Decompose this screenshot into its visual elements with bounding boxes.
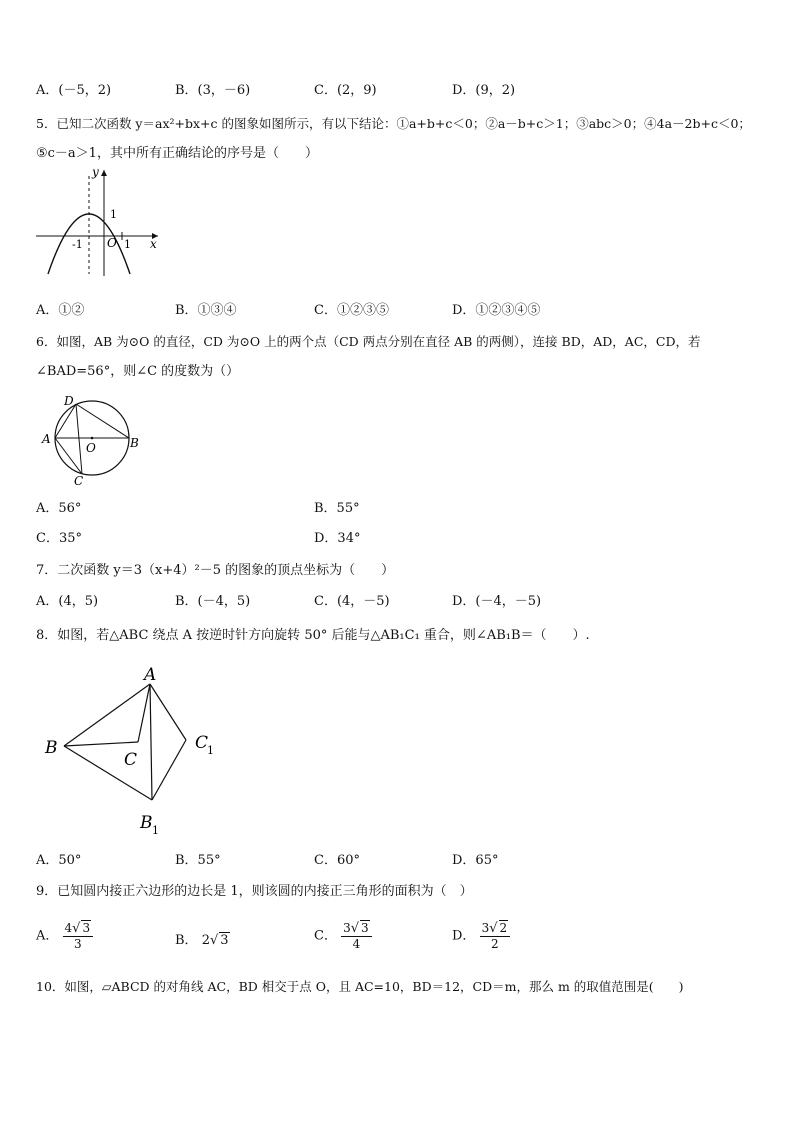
q8-option-d: D．65° — [452, 853, 499, 868]
q5-x-label: x — [150, 237, 157, 251]
q6-segment-dc — [76, 404, 82, 474]
q5-y-label: y — [92, 166, 99, 179]
q6-label-o: O — [86, 441, 96, 455]
q8-rotation-figure — [40, 662, 230, 842]
q8-segment-ab — [64, 684, 150, 746]
q8-option-c: C．60° — [314, 853, 360, 868]
q6-stem-line2: ∠BAD=56°，则∠C 的度数为（） — [36, 364, 240, 379]
q6-option-d: D．34° — [314, 531, 361, 546]
q8-label-b: B — [45, 738, 58, 758]
q6-stem-line1: 6．如图，AB 为⊙O 的直径，CD 为⊙O 上的两个点（CD 两点分别在直径 AB 的两侧），连接 BD，AD，AC，CD，若 — [36, 334, 701, 349]
q5-neg1-label: -1 — [72, 238, 83, 251]
q9-d-denominator: 2 — [491, 937, 499, 951]
q8-label-c1-sub: 1 — [207, 744, 214, 757]
q8-segment-c1b1 — [152, 740, 186, 800]
q4-option-d: D．(9，2) — [452, 83, 516, 98]
q9-c-radicand: 3 — [361, 921, 369, 935]
q5-option-d: D．①②③④⑤ — [452, 303, 541, 318]
q8-option-b: B．55° — [175, 853, 221, 868]
q6-segment-ad — [55, 404, 76, 438]
q5-option-a: A．①② — [36, 303, 85, 318]
q9-stem: 9．已知圆内接正六边形的边长是 1，则该圆的内接正三角形的面积为（ ） — [36, 884, 473, 899]
q7-option-a: A．(4，5) — [36, 594, 99, 609]
q9-a-denominator: 3 — [74, 937, 82, 951]
q5-parabola-graph — [34, 166, 164, 278]
q5-stem-line2: ⑤c－a＞1，其中所有正确结论的序号是（ ） — [36, 146, 318, 161]
q9-c-coef: 3 — [343, 921, 351, 935]
q9-b-radicand: 3 — [220, 933, 229, 948]
q9-option-a — [36, 920, 93, 952]
q8-segment-bc — [64, 742, 138, 746]
q9-d-radicand: 2 — [499, 921, 508, 935]
q8-option-a: A．50° — [36, 853, 82, 868]
q6-center-dot — [91, 437, 94, 440]
q6-segment-db — [76, 404, 129, 438]
q8-segment-bb1 — [64, 746, 152, 800]
q5-y-axis-arrow — [101, 170, 107, 176]
q6-label-c: C — [74, 474, 84, 486]
q5-x1-label: 1 — [124, 238, 131, 251]
q4-option-a: A．(－5，2) — [36, 83, 112, 98]
q5-option-c: C．①②③⑤ — [314, 303, 389, 318]
q9-option-a-fraction: $\frac{4√ 3}{3}$ — [63, 920, 94, 952]
q5-option-b: B．①③④ — [175, 303, 237, 318]
q6-option-c: C．35° — [36, 531, 82, 546]
q5-origin-label: O — [107, 236, 117, 250]
q9-option-d — [452, 920, 510, 952]
q9-b-coef: 2 — [201, 933, 210, 948]
q8-label-b1-sub: 1 — [152, 824, 159, 837]
q6-label-b: B — [130, 436, 139, 450]
q9-option-b: B． 2√ 3 — [175, 933, 229, 948]
q7-option-d: D．(－4，－5) — [452, 594, 542, 609]
q5-y1-label: 1 — [110, 208, 117, 221]
q6-circle-figure — [36, 390, 146, 486]
q8-stem: 8．如图，若△ABC 绕点 A 按逆时针方向旋转 50° 后能与△AB₁C₁ 重合，则∠AB₁B＝（ ）. — [36, 628, 590, 643]
q8-label-c: C — [124, 750, 138, 770]
q8-label-c1: C — [195, 733, 209, 753]
q6-label-d: D — [64, 394, 74, 408]
q6-option-a: A．56° — [36, 501, 82, 516]
q8-label-a: A — [144, 665, 157, 685]
q7-option-c: C．(4，－5) — [314, 594, 390, 609]
q4-option-b: B．(3，－6) — [175, 83, 251, 98]
q9-option-c-fraction: $\frac{3√ 3}{4}$ — [341, 920, 372, 952]
q9-a-coef: 4 — [64, 921, 73, 935]
q9-option-c — [314, 920, 372, 952]
q4-option-c: C．(2，9) — [314, 83, 377, 98]
q9-option-d-label: D． — [452, 928, 476, 944]
q8-segment-ac — [138, 684, 150, 742]
q6-label-a: A — [42, 432, 51, 446]
q8-segment-ac1 — [150, 684, 186, 740]
q9-option-c-label: C． — [314, 928, 337, 944]
q9-d-coef: 3 — [481, 921, 490, 935]
q10-stem: 10．如图，▱ABCD 的对角线 AC，BD 相交于点 O，且 AC=10，BD＝12，CD＝m，那么 m 的取值范围是( ) — [36, 979, 684, 994]
q9-option-a-label: A． — [36, 928, 59, 944]
q6-option-b: B．55° — [314, 501, 360, 516]
q8-label-b1: B — [140, 813, 153, 833]
q9-option-d-fraction: $\frac{3√ 2}{2}$ — [480, 920, 511, 952]
q8-segment-ab1 — [150, 684, 152, 800]
q9-option-b-label: B． — [175, 933, 198, 948]
q5-stem-line1: 5．已知二次函数 y＝ax²+bx+c 的图象如图所示，有以下结论：①a+b+c＜0；②a－b+c＞1；③abc＞0；④4a－2b+c＜0； — [36, 116, 751, 131]
q7-stem: 7．二次函数 y＝3（x+4）²－5 的图象的顶点坐标为（ ） — [36, 563, 395, 578]
q9-c-denominator: 4 — [352, 937, 361, 951]
q7-option-b: B．(－4，5) — [175, 594, 251, 609]
q9-a-radicand: 3 — [82, 921, 91, 935]
